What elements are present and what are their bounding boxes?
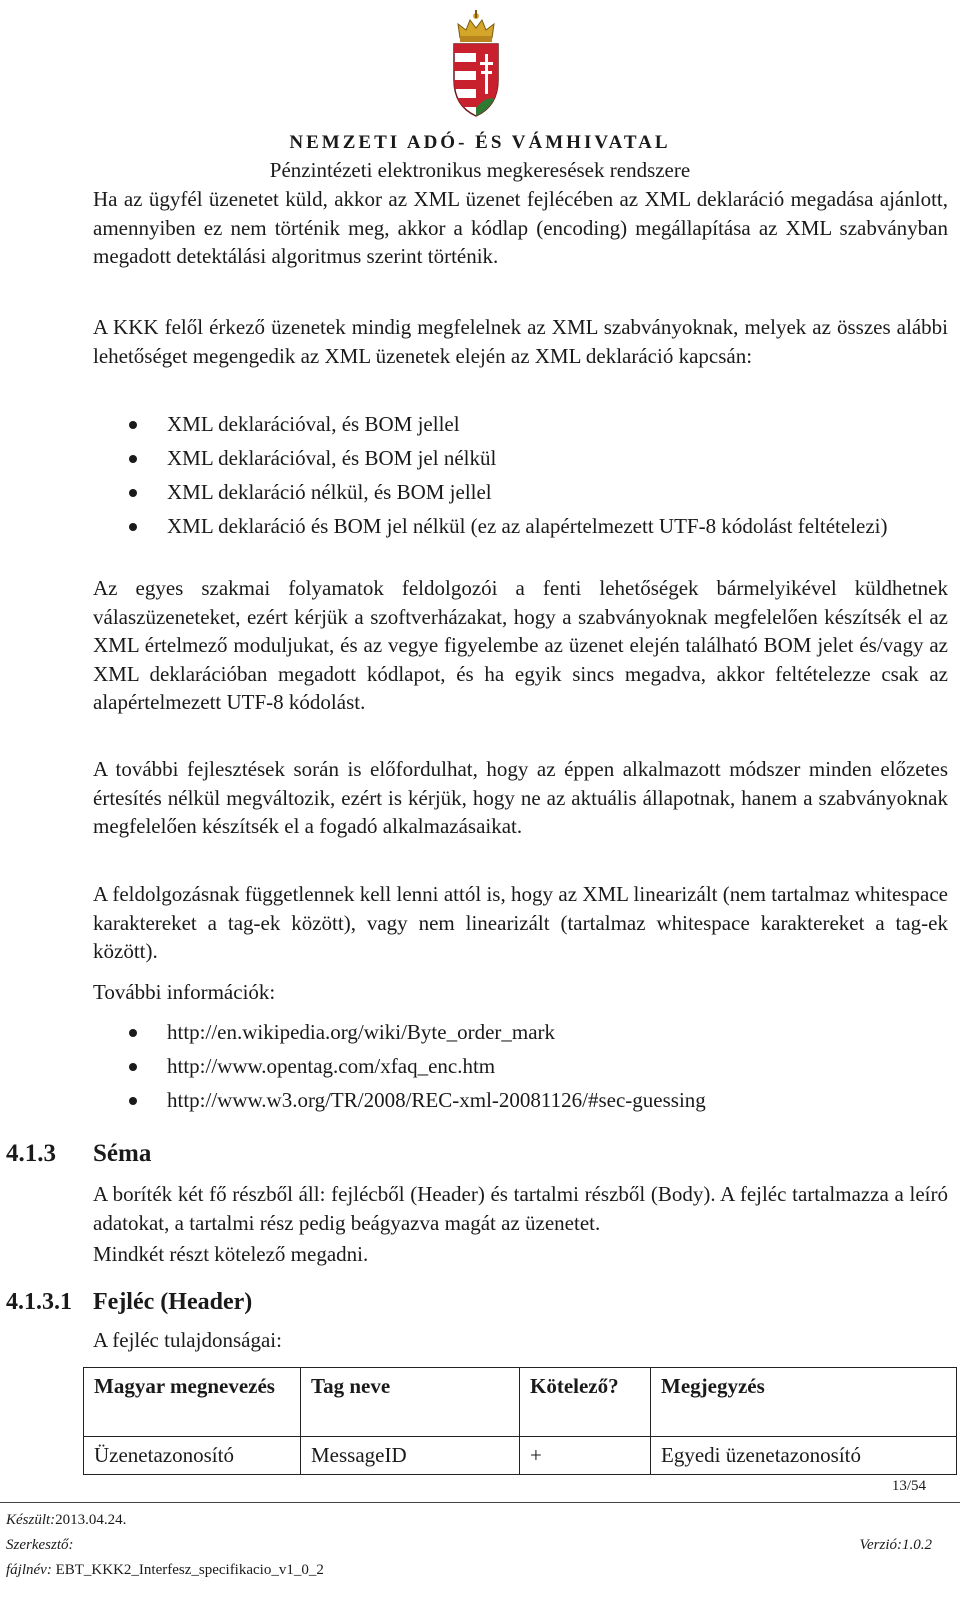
table-cell: + xyxy=(520,1437,651,1475)
bullet-icon xyxy=(129,523,137,531)
bullet-icon xyxy=(129,1029,137,1037)
paragraph: A fejléc tulajdonságai: xyxy=(93,1328,282,1352)
column-header: Tag neve xyxy=(301,1368,520,1437)
table-row xyxy=(84,1437,957,1475)
paragraph: A KKK felől érkező üzenetek mindig megfelelnek az XML szabványoknak, melyek az összes alábbi lehetőséget megengedik az XML üzenetek elején az XML deklaráció kapcsán: xyxy=(93,315,948,368)
list-item[interactable] xyxy=(125,1052,945,1080)
bullet-icon xyxy=(129,455,137,463)
bullet-icon xyxy=(129,421,137,429)
section-title: Séma xyxy=(93,1140,152,1167)
link[interactable]: http://www.w3.org/TR/2008/REC-xml-20081126/#sec-guessing xyxy=(167,1088,706,1112)
link[interactable]: http://www.opentag.com/xfaq_enc.htm xyxy=(167,1054,496,1078)
subsection-number: 4.1.3.1 xyxy=(6,1289,72,1315)
column-header: Megjegyzés xyxy=(651,1368,957,1437)
list-item: XML deklarációval, és BOM jel nélkül xyxy=(125,444,945,472)
links-list xyxy=(125,1018,945,1120)
list-item: XML deklarációval, és BOM jellel xyxy=(125,410,945,438)
subsection-title: Fejléc (Header) xyxy=(93,1289,253,1315)
paragraph: Ha az ügyfél üzenetet küld, akkor az XML üzenet fejlécében az XML deklaráció megadása ajánlott, amennyiben ez nem történik meg, akkor a kódlap (encoding) megállapítása az XML szabványban megadott detektálási algoritmus szerint történik. xyxy=(93,187,948,268)
xml-options-list xyxy=(125,410,945,546)
table-cell: Üzenetazonosító xyxy=(84,1437,301,1475)
system-name: Pénzintézeti elektronikus megkeresések rendszere xyxy=(269,158,691,182)
table-cell: MessageID xyxy=(301,1437,520,1475)
paragraph: Az egyes szakmai folyamatok feldolgozói a fenti lehetőségek bármelyikével küldhetnek válaszüzeneteket, ezért kérjük a szoftverházakat, hogy a szabványoknak megfelelően készítsék el az XML értelmező moduljukat, és az vegye figyelembe az üzenet elején található BOM jelet és/vagy az XML deklarációban megadott kódlapot, és ha egyik sincs megadva, akkor feltételezze csak az alapértelmezett UTF-8 kódolást. xyxy=(93,576,948,714)
list-item: XML deklaráció és BOM jel nélkül (ez az alapértelmezett UTF-8 kódolást feltételezi) xyxy=(125,512,945,540)
header-properties-table xyxy=(83,1367,957,1475)
coat-of-arms-icon xyxy=(448,8,504,118)
page-number: 13/54 xyxy=(891,1478,926,1494)
paragraph: Mindkét részt kötelező megadni. xyxy=(93,1242,369,1266)
list-item[interactable] xyxy=(125,1086,945,1114)
paragraph: A boríték két fő részből áll: fejlécből (Header) és tartalmi részből (Body). A fejléc tartalmazza a leíró adatokat, a tartalmi rész pedig beágyazva magát az üzenetet. xyxy=(93,1182,948,1235)
bullet-icon xyxy=(129,1063,137,1071)
created-date: Készült:2013.04.24. xyxy=(6,1512,127,1528)
bullet-icon xyxy=(129,489,137,497)
list-item: XML deklaráció nélkül, és BOM jellel xyxy=(125,478,945,506)
filename: fájlnév: EBT_KKK2_Interfesz_specifikacio_v1_0_2 xyxy=(6,1562,324,1578)
footer-divider xyxy=(0,1502,960,1503)
paragraph: További információk: xyxy=(93,980,276,1004)
editor-label: Szerkesztő: xyxy=(6,1537,74,1553)
column-header: Magyar megnevezés xyxy=(84,1368,301,1437)
link[interactable]: http://en.wikipedia.org/wiki/Byte_order_mark xyxy=(167,1020,556,1044)
paragraph: A feldolgozásnak függetlennek kell lenni attól is, hogy az XML linearizált (nem tartalmaz whitespace karaktereket a tag-ek között), vagy nem linearizált (tartalmaz whitespace karaktereket a tag-ek között). xyxy=(93,882,948,963)
table-header-row xyxy=(84,1368,957,1437)
column-header: Kötelező? xyxy=(520,1368,651,1437)
version: Verzió:1.0.2 xyxy=(859,1537,932,1553)
list-item[interactable] xyxy=(125,1018,945,1046)
bullet-icon xyxy=(129,1097,137,1105)
agency-name: NEMZETI ADÓ- ÉS VÁMHIVATAL xyxy=(289,132,671,153)
table-cell: Egyedi üzenetazonosító xyxy=(651,1437,957,1475)
paragraph: A további fejlesztések során is előfordulhat, hogy az éppen alkalmazott módszer minden előzetes értesítés nélkül megváltozik, ezért is kérjük, hogy ne az aktuális állapotnak, hanem a szabványoknak megfelelően készítsék el a fogadó alkalmazásaikat. xyxy=(93,757,948,838)
section-number: 4.1.3 xyxy=(6,1140,56,1167)
